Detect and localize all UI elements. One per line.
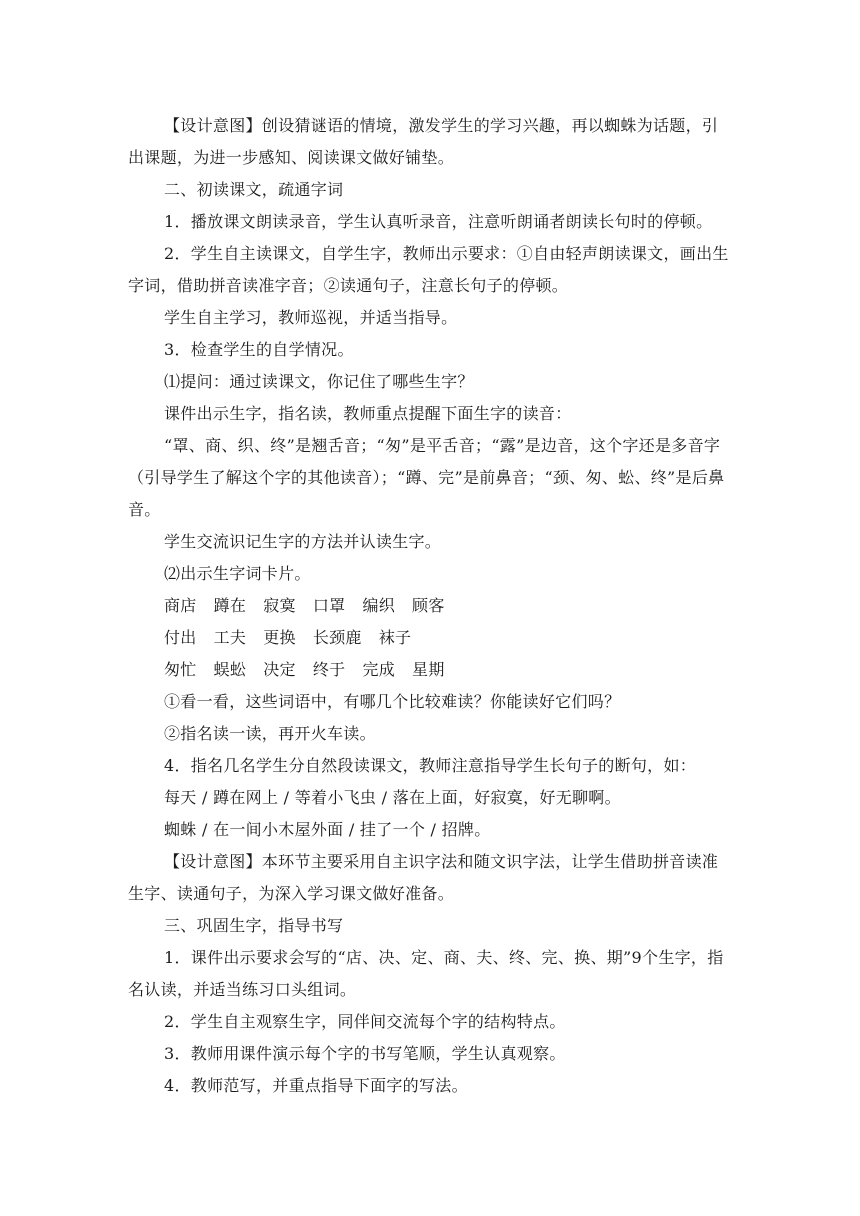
design-intent-paragraph-2: 【设计意图】本环节主要采用自主识字法和随文识字法，让学生借助拼音读准生字、读通句子，为深入学习课文做好准备。 — [128, 852, 719, 903]
question-1-paragraph: ⑴提问：通过读课文，你记住了哪些生字？ — [164, 372, 474, 391]
section-heading-2: 二、初读课文，疏通字词 — [164, 180, 344, 199]
design-intent-paragraph-1: 【设计意图】创设猜谜语的情境，激发学生的学习兴趣，再以蜘蛛为话题，引出课题，为进一步感知、阅读课文做好铺垫。 — [128, 116, 719, 167]
document-body — [128, 110, 732, 1102]
section-heading-3: 三、巩固生字，指导书写 — [164, 916, 344, 935]
step-1-paragraph: 1．播放课文朗读录音，学生认真听录音，注意听朗诵者朗读长句时的停顿。 — [164, 212, 713, 231]
word-row-1 — [128, 590, 732, 622]
self-study-paragraph: 学生自主学习，教师巡视，并适当指导。 — [164, 308, 458, 327]
pronunciation-paragraph: “罩、商、织、终”是翘舌音；“匆”是平舌音；“露”是边音，这个字还是多音字（引导学生了解这个字的其他读音）；“蹲、完”是前鼻音；“颈、匆、蚣、终”是后鼻音。 — [128, 436, 725, 519]
example-sentence-1: 每天 / 蹲在网上 / 等着小飞虫 / 落在上面，好寂寞，好无聊啊。 — [164, 788, 621, 807]
writing-step-1: 1．课件出示要求会写的“店、决、定、商、夫、终、完、换、期”9个生字，指名认读，并适当练习口头组词。 — [128, 948, 724, 999]
word: 工夫 — [213, 628, 247, 647]
word: 口罩 — [312, 596, 346, 615]
word: 匆忙 — [164, 660, 197, 679]
step-4-paragraph: 4．指名几名学生分自然段读课文，教师注意指导学生长句子的断句，如： — [164, 756, 697, 775]
example-sentence-2: 蜘蛛 / 在一间小木屋外面 / 挂了一个 / 招牌。 — [164, 820, 491, 839]
word: 星期 — [412, 660, 445, 679]
exchange-paragraph: 学生交流识记生字的方法并认读生字。 — [164, 532, 442, 551]
word: 编织 — [362, 596, 396, 615]
step-3-paragraph: 3．检查学生的自学情况。 — [164, 340, 354, 359]
word: 决定 — [263, 660, 296, 679]
word: 完成 — [362, 660, 396, 679]
writing-step-4: 4．教师范写，并重点指导下面字的写法。 — [164, 1076, 468, 1095]
word: 付出 — [164, 628, 197, 647]
word: 终于 — [312, 660, 346, 679]
word-row-3 — [128, 654, 732, 686]
writing-step-2: 2．学生自主观察生字，同伴间交流每个字的结构特点。 — [164, 1012, 566, 1031]
step-2-paragraph: 2．学生自主读课文，自学生字，教师出示要求：①自由轻声朗读课文，画出生字词，借助拼音读准字音；②读通句子，注意长句子的停顿。 — [128, 244, 729, 295]
word: 袜子 — [378, 628, 412, 647]
word: 蹲在 — [213, 596, 247, 615]
writing-step-3: 3．教师用课件演示每个字的书写笔顺，学生认真观察。 — [164, 1044, 566, 1063]
word: 顾客 — [412, 596, 445, 615]
look-paragraph: ①看一看，这些词语中，有哪几个比较难读？你能读好它们吗？ — [164, 692, 621, 711]
word: 商店 — [164, 596, 197, 615]
word: 蜈蚣 — [213, 660, 247, 679]
word-cards-paragraph: ⑵出示生字词卡片。 — [164, 564, 311, 583]
word: 寂寞 — [263, 596, 296, 615]
word: 长颈鹿 — [312, 628, 362, 647]
courseware-paragraph: 课件出示生字，指名读，教师重点提醒下面生字的读音： — [164, 404, 572, 423]
read-paragraph: ②指名读一读，再开火车读。 — [164, 724, 376, 743]
word-row-2 — [128, 622, 732, 654]
word: 更换 — [263, 628, 296, 647]
